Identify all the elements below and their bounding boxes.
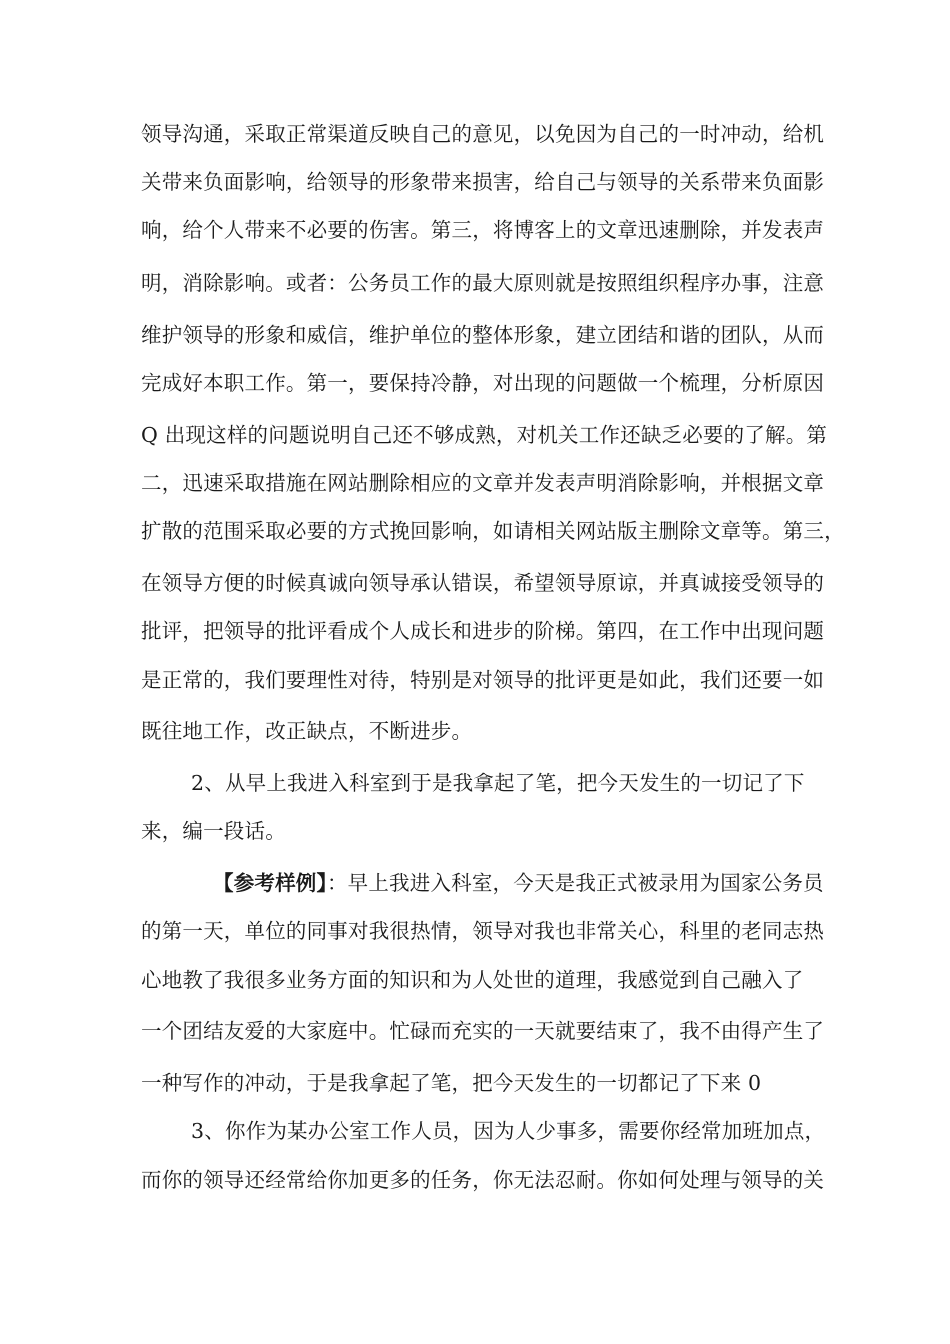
- sample-first-line: [213, 859, 893, 907]
- sample-line: 的第一天，单位的同事对我很热情，领导对我也非常关心，科里的老同志热: [141, 919, 825, 943]
- paragraph-line: 批评，把领导的批评看成个人成长和进步的阶梯。第四，在工作中出现问题: [141, 619, 825, 643]
- sample-line: 心地教了我很多业务方面的知识和为人处世的道理，我感觉到自己融入了: [141, 968, 804, 992]
- sample-line: 一种写作的冲动，于是我拿起了笔，把今天发生的一切都记了下来 0: [141, 1071, 762, 1095]
- paragraph-line: 响，给个人带来不必要的伤害。第三，将博客上的文章迅速删除，并发表声: [141, 218, 825, 242]
- question-2-line: 来，编一段话。: [141, 819, 286, 843]
- paragraph-line: 扩散的范围采取必要的方式挽回影响，如请相关网站版主删除文章等。第三，: [141, 519, 845, 543]
- paragraph-line: 在领导方便的时候真诚向领导承认错误，希望领导原谅，并真诚接受领导的: [141, 571, 825, 595]
- paragraph-line: 完成好本职工作。第一，要保持冷静，对出现的问题做一个梳理，分析原因: [141, 371, 825, 395]
- paragraph-line: 关带来负面影响，给领导的形象带来损害，给自己与领导的关系带来负面影: [141, 170, 825, 194]
- paragraph-line: 明，消除影响。或者：公务员工作的最大原则就是按照组织程序办事，注意: [141, 271, 825, 295]
- question-2-line: 2、从早上我进入科室到于是我拿起了笔，把今天发生的一切记了下: [191, 771, 805, 795]
- sample-text: ：早上我进入科室，今天是我正式被录用为国家公务员: [326, 871, 824, 895]
- paragraph-line: 领导沟通，采取正常渠道反映自己的意见，以免因为自己的一时冲动，给机: [141, 122, 825, 146]
- paragraph-line: 二，迅速采取措施在网站删除相应的文章并发表声明消除影响，并根据文章: [141, 471, 825, 495]
- sample-line: 一个团结友爱的大家庭中。忙碌而充实的一天就要结束了，我不由得产生了: [141, 1019, 825, 1043]
- sample-label: 【参考样例】: [213, 871, 327, 895]
- question-3-line: 而你的领导还经常给你加更多的任务，你无法忍耐。你如何处理与领导的关: [141, 1168, 825, 1192]
- question-3-line: 3、你作为某办公室工作人员，因为人少事多，需要你经常加班加点，: [191, 1119, 826, 1143]
- paragraph-line: 既往地工作，改正缺点，不断进步。: [141, 719, 473, 743]
- paragraph-line: Q 出现这样的问题说明自己还不够成熟，对机关工作还缺乏必要的了解。第: [141, 423, 828, 447]
- paragraph-line: 是正常的，我们要理性对待，特别是对领导的批评更是如此，我们还要一如: [141, 668, 825, 692]
- paragraph-line: 维护领导的形象和威信，维护单位的整体形象，建立团结和谐的团队，从而: [141, 323, 825, 347]
